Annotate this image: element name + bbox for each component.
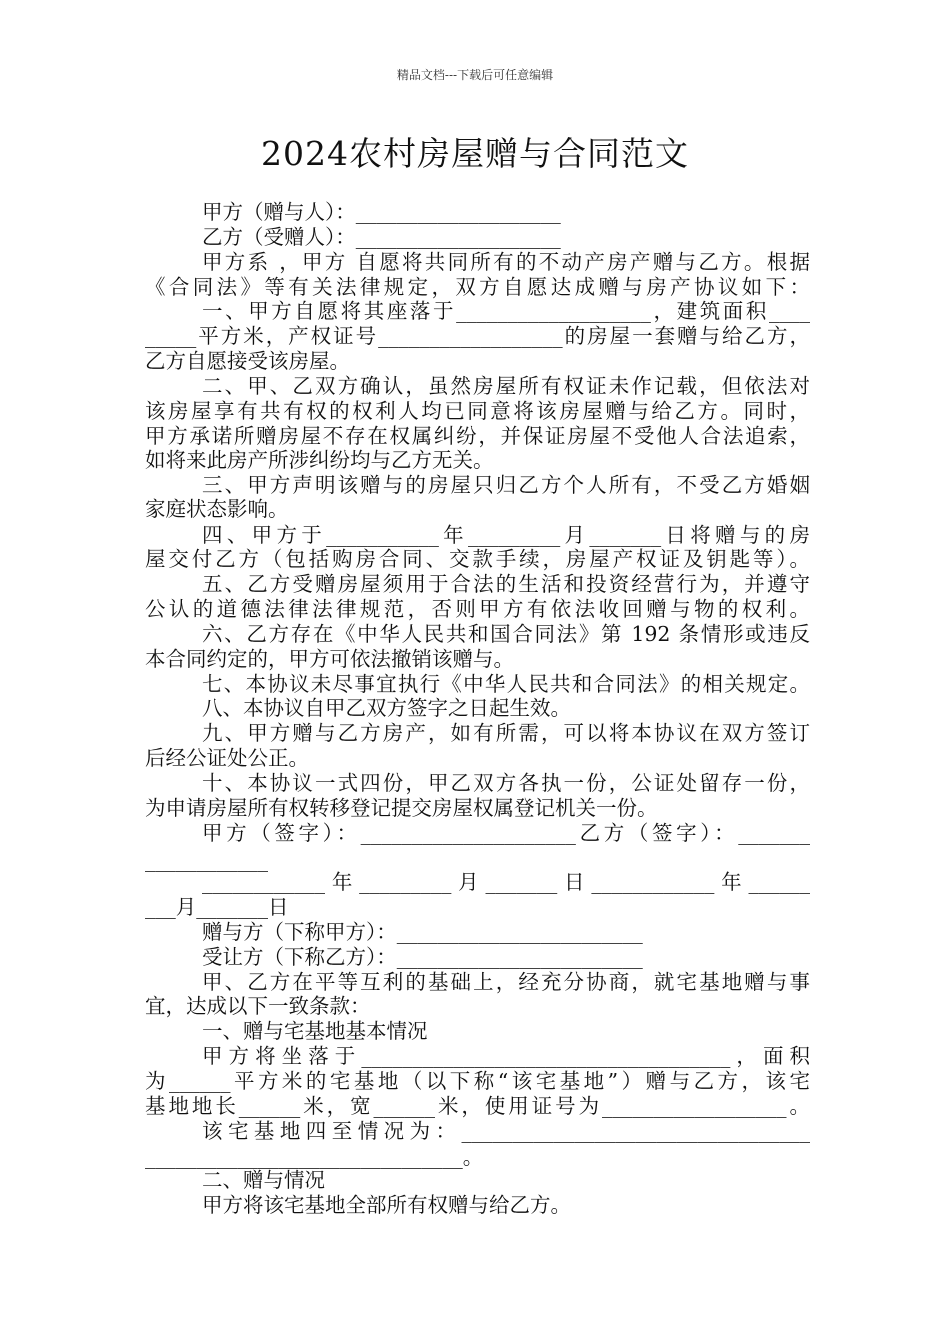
- section-heading: 二、赠与情况: [202, 1168, 325, 1192]
- text-line: 九、甲方赠与乙方房产，如有所需，可以将本协议在双方签订: [202, 721, 810, 745]
- document-title: 2024农村房屋赠与合同范文: [261, 134, 689, 173]
- date-line-continued: ___月_______日: [145, 895, 289, 919]
- text-line: 后经公证处公正。: [145, 746, 309, 770]
- text-line: 本合同约定的，甲方可依法撤销该赠与。: [145, 647, 514, 671]
- signature-line: 甲方（签字）：_____________________乙方（签字）：_______: [202, 821, 810, 845]
- text-line: 八、本协议自甲乙双方签字之日起生效。: [202, 696, 571, 720]
- text-line: 甲方将坐落于____________________________________，面积: [202, 1044, 810, 1068]
- text-line: 为______平方米的宅基地（以下称“该宅基地”）赠与乙方，该宅: [145, 1069, 810, 1093]
- text-line: 宜，达成以下一致条款：: [145, 994, 371, 1018]
- text-line: 家庭状态影响。: [145, 497, 289, 521]
- text-line: 该宅基地四至情况为：__________________________________: [202, 1119, 810, 1143]
- text-line: _____平方米，产权证号__________________的房屋一套赠与给乙方，: [145, 324, 810, 348]
- text-line: 赠与方（下称甲方）：________________________: [202, 920, 643, 944]
- text-line: 十、本协议一式四份，甲乙双方各执一份，公证处留存一份，: [202, 771, 810, 795]
- text-line: 一、甲方自愿将其座落于___________________，建筑面积____: [202, 299, 810, 323]
- text-line: 二、甲、乙双方确认，虽然房屋所有权证未作记载，但依法对: [202, 374, 810, 398]
- text-line: 为申请房屋所有权转移登记提交房屋权属登记机关一份。: [145, 796, 658, 820]
- text-line: 甲方将该宅基地全部所有权赠与给乙方。: [202, 1193, 571, 1217]
- text-line: 基地地长______米，宽______米，使用证号为__________________。: [145, 1094, 810, 1118]
- text-line: 屋交付乙方（包括购房合同、交款手续，房屋产权证及钥匙等）。: [145, 547, 810, 571]
- text-line: 四、甲方于___________年_________月_______日将赠与的房: [202, 523, 810, 547]
- text-line: 三、甲方声明该赠与的房屋只归乙方个人所有，不受乙方婚姻: [202, 473, 810, 497]
- text-line: 甲方系 ，甲方 自愿将共同所有的不动产房产赠与乙方。根据: [202, 250, 810, 274]
- text-line: 《合同法》等有关法律规定，双方自愿达成赠与房产协议如下：: [145, 275, 810, 299]
- text-line: _______________________________。: [145, 1145, 484, 1169]
- text-line: 公认的道德法律法律规范，否则甲方有依法收回赠与物的权利。: [145, 597, 810, 621]
- text-line: 甲、乙方在平等互利的基础上，经充分协商，就宅基地赠与事: [202, 970, 810, 994]
- text-line: 如将来此房产所涉纠纷均与乙方无关。: [145, 448, 494, 472]
- text-line: 甲方承诺所赠房屋不存在权属纠纷，并保证房屋不受他人合法追索，: [145, 424, 810, 448]
- signature-line-continued: ____________: [145, 848, 268, 872]
- text-line: 六、乙方存在《中华人民共和国合同法》第 192 条情形或违反: [202, 622, 810, 646]
- text-line: 乙方自愿接受该房屋。: [145, 349, 350, 373]
- text-line: 该房屋享有共有权的权利人均已同意将该房屋赠与给乙方。同时，: [145, 399, 810, 423]
- text-line: 七、本协议未尽事宜执行《中华人民共和合同法》的相关规定。: [202, 672, 810, 696]
- section-heading: 一、赠与宅基地基本情况: [202, 1019, 428, 1043]
- text-line: 受让方（下称乙方）：________________________: [202, 945, 643, 969]
- text-line: 五、乙方受赠房屋须用于合法的生活和投资经营行为，并遵守: [202, 572, 810, 596]
- header-note: 精品文档---下载后可任意编辑: [396, 68, 554, 82]
- text-line: 乙方（受赠人）：____________________: [202, 225, 561, 249]
- date-line: ____________年_________月_______日____________年______: [202, 870, 810, 894]
- text-line: 甲方（赠与人）：____________________: [202, 200, 561, 224]
